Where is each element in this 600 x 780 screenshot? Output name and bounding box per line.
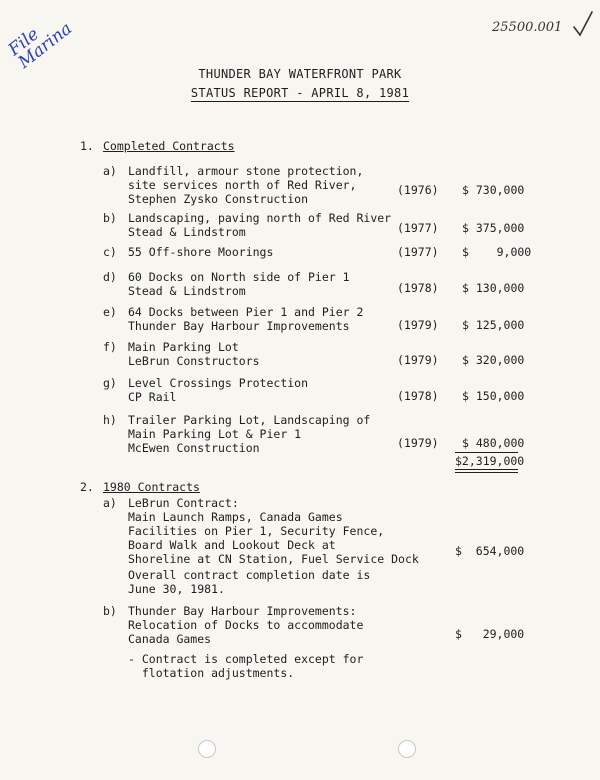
- item-amount: $ 150,000: [462, 389, 525, 403]
- item-year: (1979): [397, 436, 439, 450]
- item-line: Shoreline at CN Station, Fuel Service Dock: [128, 552, 419, 566]
- item-amount: $ 130,000: [462, 281, 525, 295]
- item-amount: $ 125,000: [462, 318, 525, 332]
- item-letter: h): [103, 413, 117, 427]
- section-1-total: $2,319,000: [455, 454, 525, 468]
- item-line: Stead & Lindstrom: [128, 284, 246, 298]
- item-line: Board Walk and Lookout Deck at: [128, 538, 336, 552]
- item-year: (1979): [397, 353, 439, 367]
- item-letter: g): [103, 376, 117, 390]
- item-line: Main Parking Lot: [128, 340, 239, 354]
- item-line: Landfill, armour stone protection,: [128, 164, 364, 178]
- item-letter: a): [103, 496, 117, 510]
- item-line: Main Parking Lot & Pier 1: [128, 427, 302, 441]
- item-year: (1977): [397, 221, 439, 235]
- item-line: Trailer Parking Lot, Landscaping of: [128, 413, 371, 427]
- punch-hole: [398, 740, 416, 758]
- checkmark-icon: [572, 10, 594, 41]
- item-line: Relocation of Docks to accommodate: [128, 618, 364, 632]
- item-note: - Contract is completed except for: [128, 652, 364, 666]
- section-1-heading: Completed Contracts: [103, 139, 235, 153]
- item-amount: $ 29,000: [455, 627, 525, 641]
- punch-hole: [198, 740, 216, 758]
- item-line: 64 Docks between Pier 1 and Pier 2: [128, 305, 364, 319]
- item-amount: $ 9,000: [462, 245, 532, 259]
- item-year: (1978): [397, 281, 439, 295]
- item-line: Thunder Bay Harbour Improvements:: [128, 604, 357, 618]
- file-number-stamp: 25500.001: [492, 20, 563, 35]
- section-2-number: 2.: [80, 480, 94, 494]
- document-subtitle: STATUS REPORT - APRIL 8, 1981: [190, 86, 410, 100]
- item-amount: $ 375,000: [462, 221, 525, 235]
- total-double-rule: [455, 469, 518, 473]
- item-line: site services north of Red River,: [128, 178, 357, 192]
- item-amount: $ 730,000: [462, 183, 525, 197]
- section-1-number: 1.: [80, 139, 94, 153]
- item-line: Stead & Lindstrom: [128, 225, 246, 239]
- item-year: (1977): [397, 245, 439, 259]
- handwritten-file-note: File Marina: [4, 18, 76, 73]
- item-amount: $ 480,000: [462, 436, 525, 450]
- item-line: LeBrun Constructors: [128, 354, 260, 368]
- item-line: Stephen Zysko Construction: [128, 192, 309, 206]
- item-line: Thunder Bay Harbour Improvements: [128, 319, 350, 333]
- item-line: LeBrun Contract:: [128, 496, 239, 510]
- item-letter: e): [103, 305, 117, 319]
- item-line: CP Rail: [128, 390, 177, 404]
- item-line: Landscaping, paving north of Red River: [128, 211, 392, 225]
- item-line: Level Crossings Protection: [128, 376, 309, 390]
- item-note: June 30, 1981.: [128, 582, 225, 596]
- item-line: 55 Off-shore Moorings: [128, 245, 274, 259]
- item-line: McEwen Construction: [128, 441, 260, 455]
- total-rule: [455, 452, 518, 453]
- item-year: (1976): [397, 183, 439, 197]
- item-letter: b): [103, 211, 117, 225]
- document-title: THUNDER BAY WATERFRONT PARK: [198, 67, 402, 81]
- section-2-heading: 1980 Contracts: [103, 480, 200, 494]
- item-amount: $ 320,000: [462, 353, 525, 367]
- item-letter: a): [103, 164, 117, 178]
- item-letter: f): [103, 340, 117, 354]
- item-line: 60 Docks on North side of Pier 1: [128, 270, 350, 284]
- item-amount: $ 654,000: [455, 544, 525, 558]
- item-line: Main Launch Ramps, Canada Games: [128, 510, 343, 524]
- item-line: Canada Games: [128, 632, 212, 646]
- item-letter: b): [103, 604, 117, 618]
- item-year: (1979): [397, 318, 439, 332]
- item-line: Facilities on Pier 1, Security Fence,: [128, 524, 385, 538]
- item-note: flotation adjustments.: [128, 666, 295, 680]
- item-year: (1978): [397, 389, 439, 403]
- item-note: Overall contract completion date is: [128, 568, 371, 582]
- item-letter: c): [103, 245, 117, 259]
- item-letter: d): [103, 270, 117, 284]
